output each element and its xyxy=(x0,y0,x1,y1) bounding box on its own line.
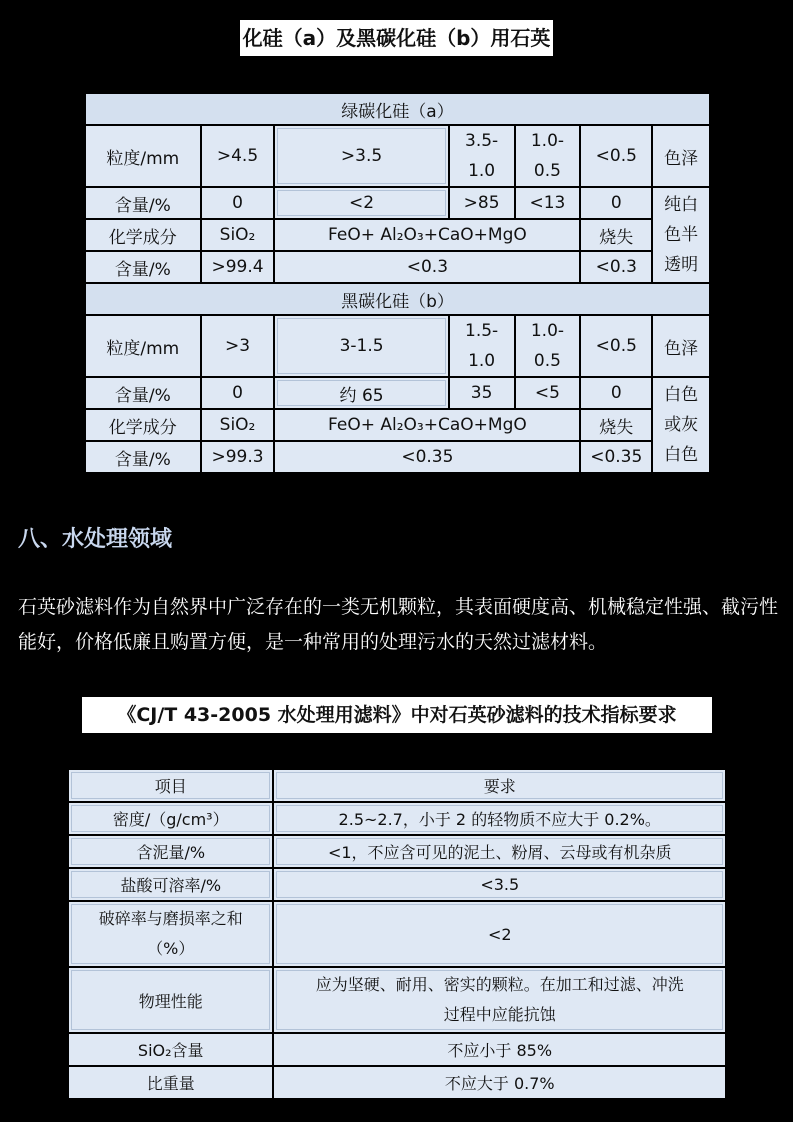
content-cell: 0 xyxy=(201,187,275,219)
chem-content-label: 含量/% xyxy=(85,251,201,283)
chem-cell: SiO₂ xyxy=(201,219,275,251)
size-cell: <0.5 xyxy=(580,125,652,187)
row-label: SiO₂含量 xyxy=(68,1033,273,1066)
chem-content-cell: >99.4 xyxy=(201,251,275,283)
header-item: 项目 xyxy=(68,769,273,802)
size-label: 粒度/mm xyxy=(85,125,201,187)
chem-content-cell: <0.3 xyxy=(274,251,580,283)
chem-label: 化学成分 xyxy=(85,409,201,441)
row-label: 含泥量/% xyxy=(68,835,273,868)
row-value: 2.5~2.7，小于 2 的轻物质不应大于 0.2%。 xyxy=(273,802,726,835)
content-label: 含量/% xyxy=(85,377,201,409)
content-cell: <5 xyxy=(515,377,581,409)
row-value: <2 xyxy=(273,901,726,967)
row-label: 密度/（g/cm³） xyxy=(68,802,273,835)
row-label: 比重量 xyxy=(68,1066,273,1099)
size-cell: 3.5- 1.0 xyxy=(449,125,515,187)
silicon-carbide-table xyxy=(84,92,711,474)
chem-cell: 烧失 xyxy=(580,219,652,251)
chem-content-cell: <0.35 xyxy=(274,441,580,473)
content-cell: 0 xyxy=(580,187,652,219)
header-requirement: 要求 xyxy=(273,769,726,802)
size-cell: >3 xyxy=(201,315,275,377)
color-label: 色泽 xyxy=(652,125,710,187)
content-cell: 约 65 xyxy=(274,377,448,409)
size-cell: 1.0- 0.5 xyxy=(515,125,581,187)
content-cell: 35 xyxy=(449,377,515,409)
content-cell: >85 xyxy=(449,187,515,219)
row-value: <1，不应含可见的泥土、粉屑、云母或有机杂质 xyxy=(273,835,726,868)
chem-cell: FeO+ Al₂O₃+CaO+MgO xyxy=(274,409,580,441)
size-cell: <0.5 xyxy=(580,315,652,377)
size-cell: >3.5 xyxy=(274,125,448,187)
chem-cell: SiO₂ xyxy=(201,409,275,441)
chem-cell: FeO+ Al₂O₃+CaO+MgO xyxy=(274,219,580,251)
row-value: 不应小于 85% xyxy=(273,1033,726,1066)
size-cell: 3-1.5 xyxy=(274,315,448,377)
size-cell: >4.5 xyxy=(201,125,275,187)
chem-content-cell: <0.3 xyxy=(580,251,652,283)
size-label: 粒度/mm xyxy=(85,315,201,377)
body-paragraph: 石英砂滤料作为自然界中广泛存在的一类无机颗粒，其表面硬度高、机械稳定性强、截污性能好，价格低廉且购置方便，是一种常用的处理污水的天然过滤材料。 xyxy=(18,596,779,653)
content-cell: 0 xyxy=(580,377,652,409)
filter-spec-table xyxy=(67,768,727,1100)
content-cell: <2 xyxy=(274,187,448,219)
row-label: 盐酸可溶率/% xyxy=(68,868,273,901)
content-label: 含量/% xyxy=(85,187,201,219)
size-cell: 1.5- 1.0 xyxy=(449,315,515,377)
content-cell: 0 xyxy=(201,377,275,409)
row-label: 破碎率与磨损率之和 （%） xyxy=(68,901,273,967)
row-label: 物理性能 xyxy=(68,967,273,1033)
row-value: 不应大于 0.7% xyxy=(273,1066,726,1099)
table1-title: 化硅（a）及黑碳化硅（b）用石英 xyxy=(240,20,553,56)
content-cell: <13 xyxy=(515,187,581,219)
section-heading: 八、水处理领域 xyxy=(18,527,173,552)
color-value: 纯白 色半 透明 xyxy=(652,187,710,283)
black-header: 黑碳化硅（b） xyxy=(85,283,710,315)
size-cell: 1.0- 0.5 xyxy=(515,315,581,377)
color-label: 色泽 xyxy=(652,315,710,377)
chem-label: 化学成分 xyxy=(85,219,201,251)
table2-title: 《CJ/T 43-2005 水处理用滤料》中对石英砂滤料的技术指标要求 xyxy=(82,697,712,733)
row-value: 应为坚硬、耐用、密实的颗粒。在加工和过滤、冲洗 过程中应能抗蚀 xyxy=(273,967,726,1033)
chem-content-cell: <0.35 xyxy=(580,441,652,473)
row-value: <3.5 xyxy=(273,868,726,901)
chem-cell: 烧失 xyxy=(580,409,652,441)
color-value: 白色 或灰 白色 xyxy=(652,377,710,473)
chem-content-label: 含量/% xyxy=(85,441,201,473)
chem-content-cell: >99.3 xyxy=(201,441,275,473)
green-header: 绿碳化硅（a） xyxy=(85,93,710,125)
